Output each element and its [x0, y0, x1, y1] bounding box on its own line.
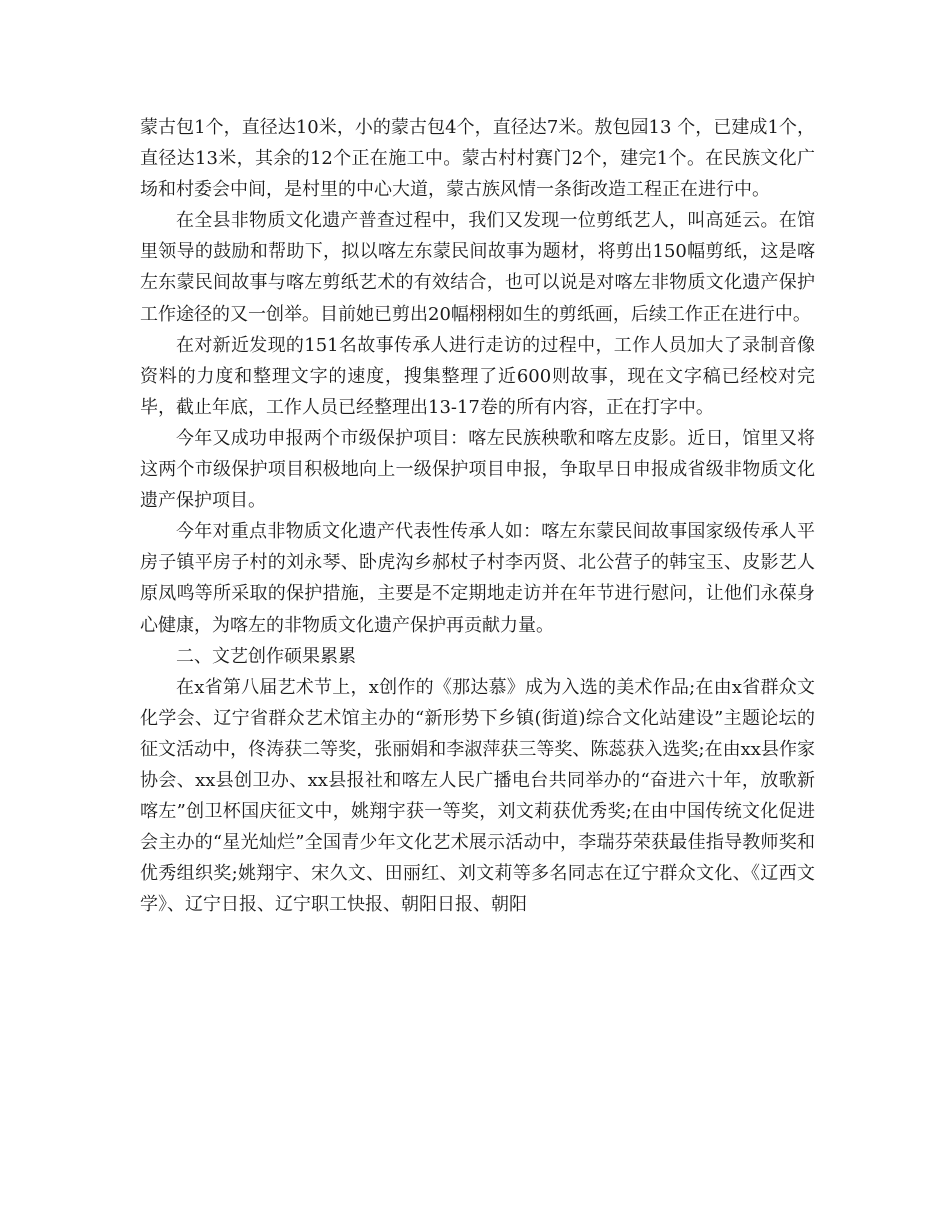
paragraph-paper-cutting-artist: 在全县非物质文化遗产普查过程中，我们又发现一位剪纸艺人，叫高延云。在馆里领导的鼓励和帮助下，拟以喀左东蒙民间故事为题材，将剪出150幅剪纸，这是喀左东蒙民间故事与喀左剪纸艺术的有效结合，也可以说是对喀左非物质文化遗产保护工作途径的又一创举。目前她已剪出20幅栩栩如生的剪纸画，后续工作正在进行中。 — [140, 210, 815, 325]
paragraph-story-inheritors: 在对新近发现的151名故事传承人进行走访的过程中，工作人员加大了录制音像资料的力度和整理文字的速度，搜集整理了近600则故事，现在文字稿已经校对完毕，截止年底，工作人员已经整理出13-17卷的所有内容，正在打字中。 — [140, 334, 815, 418]
paragraph-protection-projects: 今年又成功申报两个市级保护项目：喀左民族秧歌和喀左皮影。近日，馆里又将这两个市级保护项目积极地向上一级保护项目申报，争取早日申报成省级非物质文化遗产保护项目。 — [140, 427, 815, 512]
paragraph-awards: 在x省第八届艺术节上，x创作的《那达慕》成为入选的美术作品;在由x省群众文化学会、辽宁省群众艺术馆主办的“新形势下乡镇(街道)综合文化站建设”主题论坛的征文活动中，佟涛获二等奖，张丽娟和李淑萍获三等奖、陈蕊获入选奖;在由xx县作家协会、xx县创卫办、xx县报社和喀左人民广播电台共同举办的“奋进六十年，放歌新喀左”创卫杯国庆征文中，姚翔宇获一等奖，刘文莉获优秀奖;在由中国传统文化促进会主办的“星光灿烂”全国青少年文化艺术展示活动中，李瑞芬荣获最佳指导教师奖和优秀组织奖;姚翔宇、宋久文、田丽红、刘文莉等多名同志在辽宁群众文化、《辽西文学》、辽宁日报、辽宁职工快报、朝阳日报、朝阳 — [140, 676, 815, 916]
paragraph-construction-progress: 蒙古包1个，直径达10米，小的蒙古包4个，直径达7米。敖包园13 个，已建成1个，直径达13米，其余的12个正在施工中。蒙古村村赛门2个，建完1个。在民族文化广场和村委会中间，是村里的中心大道，蒙古族风情一条街改造工程正在进行中。 — [140, 117, 815, 201]
section-heading-literary-creation: 二、文艺创作硕果累累 — [176, 645, 356, 667]
paragraph-inheritor-protection: 今年对重点非物质文化遗产代表性传承人如：喀左东蒙民间故事国家级传承人平房子镇平房子村的刘永琴、卧虎沟乡郝杖子村李丙贤、北公营子的韩宝玉、皮影艺人原凤鸣等所采取的保护措施，主要是不定期地走访并在年节进行慰问，让他们永葆身心健康，为喀左的非物质文化遗产保护再贡献力量。 — [140, 521, 815, 636]
document-body — [140, 112, 815, 920]
